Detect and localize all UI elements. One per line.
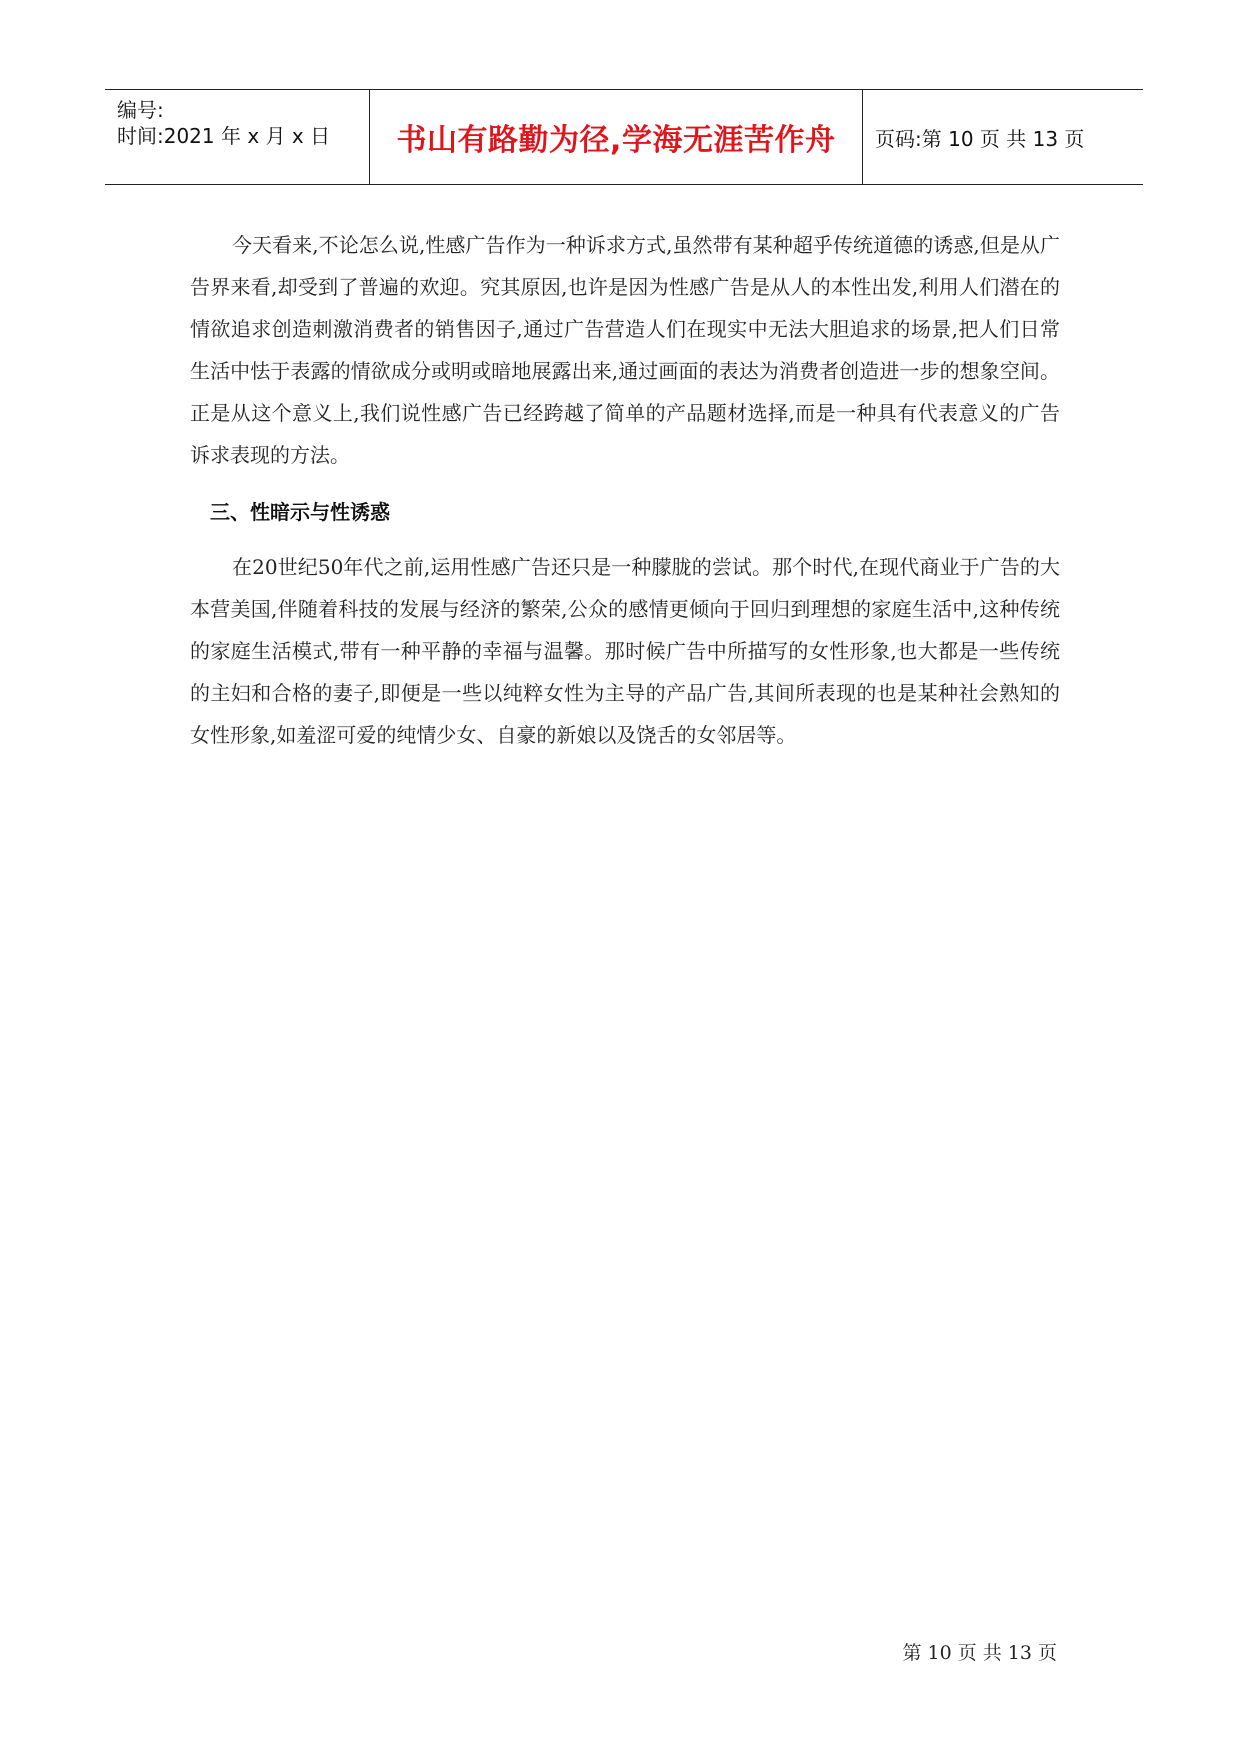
document-header [105,89,1143,185]
document-body [190,224,1060,756]
body-paragraph: 今天看来,不论怎么说,性感广告作为一种诉求方式,虽然带有某种超乎传统道德的诱惑,但是从广告界来看,却受到了普遍的欢迎。究其原因,也许是因为性感广告是从人的本性出发,利用人们潜在的情欲追求创造刺激消费者的销售因子,通过广告营造人们在现实中无法大胆追求的场景,把人们日常生活中怯于表露的情欲成分或明或暗地展露出来,通过画面的表达为消费者创造进一步的想象空间。正是从这个意义上,我们说性感广告已经跨越了简单的产品题材选择,而是一种具有代表意义的广告诉求表现的方法。 [190,233,1060,467]
header-info-cell [105,90,370,184]
document-number-label: 编号: [117,98,164,122]
document-time-label: 时间:2021 年 x 月 x 日 [117,124,331,148]
body-paragraph: 在20世纪50年代之前,运用性感广告还只是一种朦胧的尝试。那个时代,在现代商业于广告的大本营美国,伴随着科技的发展与经济的繁荣,公众的感情更倾向于回归到理想的家庭生活中,这种传统的家庭生活模式,带有一种平静的幸福与温馨。那时候广告中所描写的女性形象,也大都是一些传统的主妇和合格的妻子,即便是一些以纯粹女性为主导的产品广告,其间所表现的也是某种社会熟知的女性形象,如羞涩可爱的纯情少女、自豪的新娘以及饶舌的女邻居等。 [190,555,1060,747]
header-motto-cell [370,90,863,184]
page-footer: 第 10 页 共 13 页 [902,1642,1057,1664]
header-page-cell [863,90,1143,184]
section-heading: 三、性暗示与性诱惑 [210,500,390,524]
header-motto: 书山有路勤为径,学海无涯苦作舟 [396,123,836,158]
header-page-code: 页码:第 10 页 共 13 页 [875,126,1085,151]
